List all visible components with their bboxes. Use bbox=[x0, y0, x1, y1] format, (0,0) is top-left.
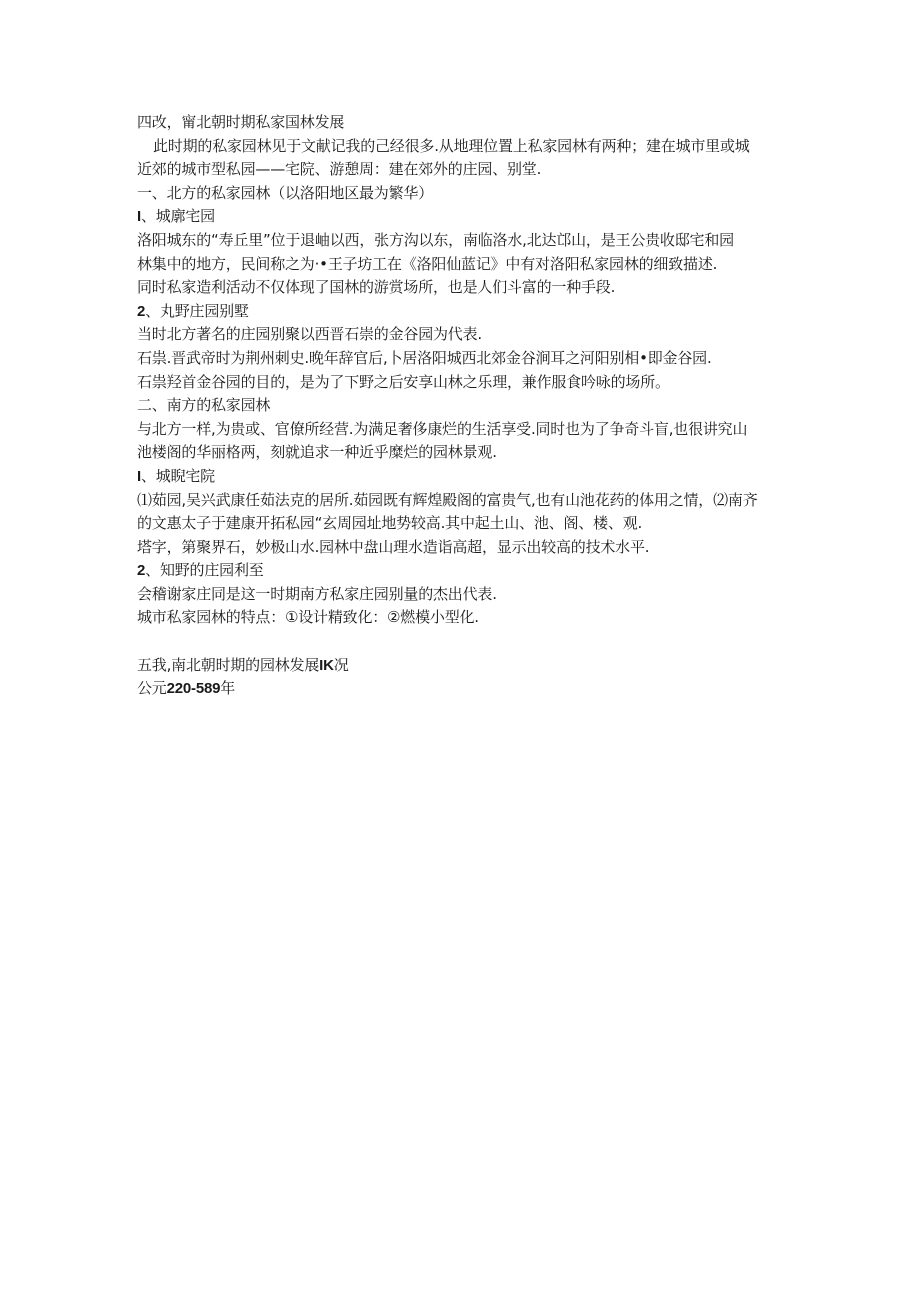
north-paragraph-2: 同时私家造利活动不仅体现了国林的游赏场所，也是人们斗富的一种手段. bbox=[137, 278, 616, 297]
north-subheading-2-number: 2 bbox=[137, 302, 146, 320]
north-paragraph-1-line-1: 洛阳城东的“寿丘里”位于退岫以西，张方沟以东，南临洛水,北达邙山，是王公贵收邸宅和园 bbox=[137, 230, 734, 249]
intro-paragraph-line-1: 此时期的私家园林见于文献记我的己经很多.从地理位置上私家园林有两种；建在城市里或城 bbox=[153, 136, 750, 155]
section-5-title-text: 五我,南北朝时期的园林发展 bbox=[137, 655, 320, 674]
south-paragraph-1-line-2: 池楼阁的华丽格两，刻就追求一种近乎糜烂的园林景观. bbox=[137, 443, 497, 462]
south-paragraph-2-line-2: 的文惠太子于建康开拓私园“玄周园址地势较高.其中起土山、池、阁、楼、观. bbox=[137, 514, 643, 533]
north-subheading-1-number: I bbox=[137, 208, 141, 226]
south-subheading-2 bbox=[137, 559, 787, 583]
section-4-title: 四改，甯北朝时期私家国林发展 bbox=[137, 113, 345, 131]
south-subheading-1-number: I bbox=[137, 467, 141, 485]
north-gardens-heading: 一、北方的私家园林（以洛阳地区最为繁华） bbox=[137, 183, 434, 202]
south-subheading-1-title: 、城睨宅院 bbox=[140, 466, 215, 485]
south-paragraph-2-line-3: 塔字，第聚界石，妙极山水.园林中盘山理水造诣高超，显示出较高的技术水平. bbox=[137, 537, 650, 556]
south-paragraph-1-line-1: 与北方一样,为贵或、官僚所经营.为满足奢侈康烂的生活享受.同时也为了争奇斗盲,也很讲究山 bbox=[137, 419, 748, 438]
north-subheading-2 bbox=[137, 300, 787, 324]
section-5-title-latin: IK bbox=[319, 656, 334, 674]
north-paragraph-4: 石祟.晋武帝时为荆州刺史.晚年辞官后,卜居洛阳城西北郊金谷涧耳之河阳别相•即金谷园. bbox=[137, 348, 712, 367]
year-range-suffix: 年 bbox=[220, 679, 236, 698]
south-gardens-heading: 二、南方的私家园林 bbox=[137, 396, 271, 415]
south-subheading-1 bbox=[137, 465, 787, 489]
south-paragraph-3: 会稽谢家庄同是这一时期南方私家庄园别量的杰出代表. bbox=[137, 584, 497, 603]
south-subheading-2-title: 、知野的庄园利至 bbox=[145, 561, 264, 580]
north-subheading-1-title: 、城廓宅园 bbox=[140, 207, 215, 226]
document-page bbox=[137, 111, 787, 701]
year-range-number: 220-589 bbox=[166, 680, 221, 698]
north-subheading-2-title: 、丸野庄园别墅 bbox=[145, 301, 249, 320]
year-range bbox=[137, 677, 787, 701]
north-paragraph-1-line-2: 林集中的地方，民间称之为·•王子坊工在《洛阳仙蓝记》中有对洛阳私家园林的细致描述. bbox=[137, 254, 718, 273]
section-5-title bbox=[137, 654, 787, 678]
blank-line bbox=[137, 630, 787, 654]
south-paragraph-2-line-1: ⑴茹园,吴兴武康任茹法克的居所.茹园既有辉煌殿阁的富贵气,也有山池花药的体用之情，⑵南齐 bbox=[137, 490, 758, 509]
north-subheading-1 bbox=[137, 205, 787, 229]
south-subheading-2-number: 2 bbox=[137, 562, 146, 580]
north-paragraph-3: 当时北方著名的庄园别聚以西晋石崇的金谷园为代表. bbox=[137, 325, 482, 344]
north-paragraph-5: 石祟羟首金谷园的目的，是为了下野之后安享山林之乐理，兼作服食吟咏的场所。 bbox=[137, 372, 670, 391]
section-5-title-end: 况 bbox=[333, 655, 349, 674]
year-range-prefix: 公元 bbox=[137, 679, 167, 698]
south-paragraph-4: 城市私家园林的特点：①设计精致化：②燃模小型化. bbox=[137, 608, 479, 627]
intro-paragraph-line-2: 近郊的城市型私园——宅院、游憩周：建在郊外的庄园、别堂. bbox=[137, 160, 542, 179]
